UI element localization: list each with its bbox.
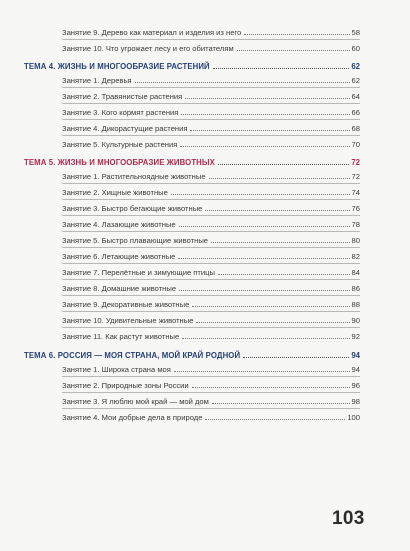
dot-leader [178, 258, 349, 259]
section-heading-theme-6[interactable] [24, 346, 360, 360]
toc-entry[interactable] [62, 392, 360, 406]
dot-leader [244, 34, 349, 35]
dot-leader [185, 98, 349, 99]
toc-entry-page: 86 [351, 284, 360, 293]
toc-entry[interactable] [62, 183, 360, 197]
toc-entry-page: 64 [351, 92, 360, 101]
toc-entry[interactable] [62, 119, 360, 133]
toc-entry-page: 90 [351, 316, 360, 325]
toc-entry[interactable] [62, 408, 360, 422]
toc-entry-page: 70 [351, 140, 360, 149]
section-title: ТЕМА 6. РОССИЯ — МОЯ СТРАНА, МОЙ КРАЙ РОДНОЙ [24, 351, 241, 360]
dot-leader [243, 357, 349, 358]
toc-entry-label: Занятие 3. Кого кормят растения [62, 108, 179, 117]
toc-entry-label: Занятие 4. Мои добрые дела в природе [62, 413, 203, 422]
dot-leader [192, 387, 350, 388]
dot-leader [211, 242, 350, 243]
section-title: ТЕМА 4. ЖИЗНЬ И МНОГООБРАЗИЕ РАСТЕНИЙ [24, 62, 210, 71]
toc-entry-label: Занятие 3. Быстро бегающие животные [62, 204, 203, 213]
toc-entry[interactable] [62, 231, 360, 245]
dot-leader [205, 210, 349, 211]
section-heading-theme-4[interactable] [24, 57, 360, 71]
toc-entry[interactable] [62, 167, 360, 181]
toc-entry[interactable] [62, 103, 360, 117]
toc-entry-page: 60 [351, 44, 360, 53]
toc-entry-page: 66 [351, 108, 360, 117]
dot-leader [218, 164, 349, 165]
toc-entry-label: Занятие 3. Я люблю мой край — мой дом [62, 397, 209, 406]
dot-leader [179, 226, 350, 227]
section-page: 94 [351, 351, 360, 360]
dot-leader [209, 178, 350, 179]
toc-entry-page: 68 [351, 124, 360, 133]
dot-leader [135, 82, 350, 83]
toc-entry-page: 72 [351, 172, 360, 181]
section-title: ТЕМА 5. ЖИЗНЬ И МНОГООБРАЗИЕ ЖИВОТНЫХ [24, 158, 215, 167]
dot-leader [192, 306, 349, 307]
dot-leader [212, 403, 350, 404]
toc-entry-label: Занятие 1. Деревья [62, 76, 132, 85]
toc-entry[interactable] [62, 23, 360, 37]
toc-entry-page: 62 [351, 76, 360, 85]
toc-entry-page: 78 [351, 220, 360, 229]
toc-entry[interactable] [62, 215, 360, 229]
dot-leader [181, 114, 349, 115]
toc-entry-label: Занятие 7. Перелётные и зимующие птицы [62, 268, 215, 277]
toc-entry-page: 80 [351, 236, 360, 245]
toc-entry[interactable] [62, 71, 360, 85]
toc-entry-label: Занятие 10. Что угрожает лесу и его обитателям [62, 44, 234, 53]
toc-entry-label: Занятие 10. Удивительные животные [62, 316, 194, 325]
dot-leader [179, 290, 349, 291]
dot-leader [171, 194, 350, 195]
toc-entry-page: 96 [351, 381, 360, 390]
toc-entry[interactable] [62, 263, 360, 277]
dot-leader [196, 322, 349, 323]
toc-entry[interactable] [62, 39, 360, 53]
dot-leader [190, 130, 349, 131]
dot-leader [182, 338, 349, 339]
toc-entry-label: Занятие 4. Дикорастущие растения [62, 124, 188, 133]
toc-entry[interactable] [62, 199, 360, 213]
toc-entry-label: Занятие 5. Быстро плавающие животные [62, 236, 209, 245]
toc-entry[interactable] [62, 327, 360, 341]
toc-entry[interactable] [62, 295, 360, 309]
toc-entry-page: 58 [351, 28, 360, 37]
page-number: 103 [332, 508, 365, 529]
toc-entry-page: 92 [351, 332, 360, 341]
toc-entry-label: Занятие 9. Декоративные животные [62, 300, 190, 309]
toc-entry-label: Занятие 2. Природные зоны России [62, 381, 189, 390]
toc-entry-label: Занятие 2. Травянистые растения [62, 92, 183, 101]
toc-entry[interactable] [62, 360, 360, 374]
dot-leader [174, 371, 350, 372]
toc-entry-label: Занятие 1. Растительноядные животные [62, 172, 206, 181]
toc-entry-label: Занятие 8. Домашние животные [62, 284, 177, 293]
dot-leader [237, 50, 350, 51]
toc-entry-label: Занятие 1. Широка страна моя [62, 365, 171, 374]
dot-leader [205, 419, 345, 420]
toc-entry[interactable] [62, 311, 360, 325]
toc-entry-label: Занятие 2. Хищные животные [62, 188, 168, 197]
dot-leader [218, 274, 350, 275]
toc-entry-page: 74 [351, 188, 360, 197]
toc-entry-page: 98 [351, 397, 360, 406]
toc-entry-page: 76 [351, 204, 360, 213]
toc-entry-label: Занятие 9. Дерево как материал и изделия из него [62, 28, 242, 37]
section-page: 72 [351, 158, 360, 167]
toc-entry-page: 82 [351, 252, 360, 261]
toc-entry-label: Занятие 11. Как растут животные [62, 332, 180, 341]
dot-leader [213, 68, 350, 69]
section-page: 62 [351, 62, 360, 71]
toc-entry[interactable] [62, 376, 360, 390]
dot-leader [180, 146, 349, 147]
toc-entry-label: Занятие 5. Культурные растения [62, 140, 178, 149]
toc-entry-page: 100 [347, 413, 360, 422]
toc-entry-label: Занятие 6. Летающие животные [62, 252, 176, 261]
toc-entry-page: 84 [351, 268, 360, 277]
toc-entry-page: 94 [351, 365, 360, 374]
toc-entry[interactable] [62, 87, 360, 101]
toc-entry[interactable] [62, 247, 360, 261]
toc-entry[interactable] [62, 135, 360, 149]
toc-entry[interactable] [62, 279, 360, 293]
section-heading-theme-5[interactable] [24, 153, 360, 167]
toc-entry-page: 88 [351, 300, 360, 309]
toc-entry-label: Занятие 4. Лазающие животные [62, 220, 176, 229]
